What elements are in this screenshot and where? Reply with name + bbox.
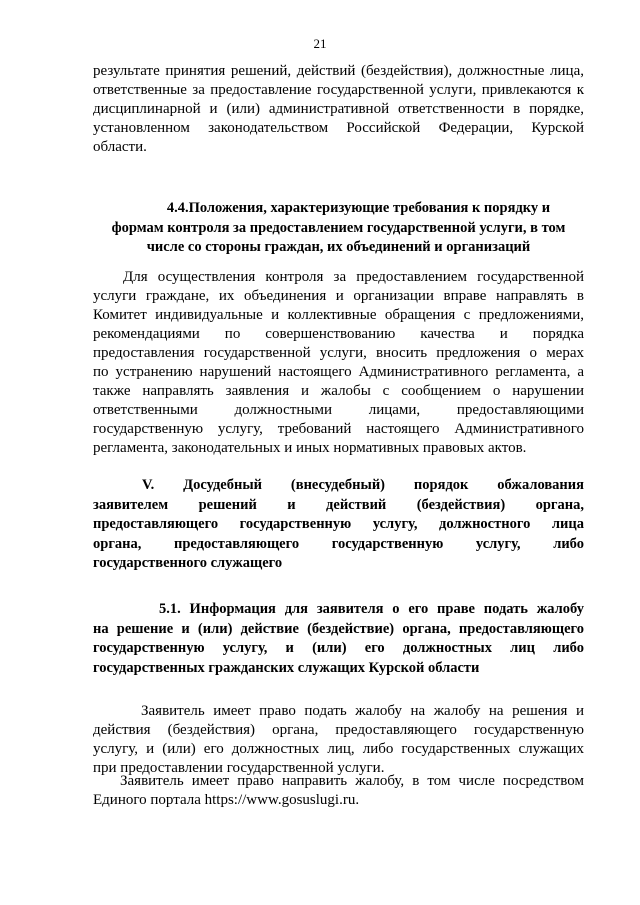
text-line: Для осуществления контроля за предоставлением государственной — [123, 269, 584, 285]
text-line: Единого портала https://www.gosuslugi.ru. — [93, 792, 360, 808]
text-line: дисциплинарной и (или) административной ответственности в порядке, — [93, 101, 584, 117]
text-line: услуги граждане, их объединения и организации вправе направлять в — [93, 288, 584, 304]
text-line: ответственные за предоставление государственной услуги, привлекаются к — [93, 82, 584, 98]
section-heading-5-1 — [93, 600, 584, 678]
heading-line: формам контроля за предоставлением государственной услуги, в том — [111, 219, 566, 236]
text-line: Заявитель имеет право направить жалобу, в том числе посредством — [120, 773, 584, 789]
text-line: Заявитель имеет право подать жалобу на жалобу на решения и — [141, 703, 584, 719]
heading-line: государственных гражданских служащих Курской области — [93, 659, 480, 676]
paragraph-4-4 — [93, 268, 584, 458]
text-line: государственную услугу, требований настоящего Административного — [93, 421, 584, 437]
text-line: при предоставлении государственной услуги. — [93, 760, 385, 776]
section-heading-4-4 — [93, 199, 584, 258]
section-heading-v — [93, 476, 584, 574]
heading-line: государственного служащего — [93, 555, 283, 571]
text-line: установленном законодательством Российской Федерации, Курской — [93, 120, 584, 136]
paragraph-5-1-portal — [93, 772, 584, 810]
heading-line: органа, предоставляющего государственную услугу, либо — [93, 535, 584, 552]
text-line: по устранению нарушений настоящего Административного регламента, а — [93, 364, 584, 380]
intro-paragraph — [93, 62, 584, 157]
text-line: результате принятия решений, действий (бездействия), должностные лица, — [93, 63, 584, 79]
heading-line: заявителем решений и действий (бездействия) органа, — [93, 496, 584, 513]
page-number: 21 — [313, 36, 327, 51]
heading-line: 4.4.Положения, характеризующие требования к порядку и — [166, 200, 551, 216]
text-line: предоставления государственной услуги, вносить предложения о мерах — [93, 345, 584, 361]
heading-line: 5.1. Информация для заявителя о его праве подать жалобу — [159, 601, 584, 617]
text-line: Комитет индивидуальные и коллективные обращения с предложениями, — [93, 307, 584, 323]
text-line: рекомендациями по совершенствованию качества и порядка — [93, 326, 584, 342]
text-line: регламента, законодательных и иных нормативных правовых актов. — [93, 440, 527, 456]
text-line: области. — [93, 139, 147, 155]
heading-line: предоставляющего государственную услугу, должностного лица — [93, 516, 584, 532]
heading-line: V. Досудебный (внесудебный) порядок обжалования — [142, 477, 584, 493]
heading-line: на решение и (или) действие (бездействие) органа, предоставляющего — [93, 620, 584, 637]
text-line: также направлять заявления и жалобы с сообщением о нарушении — [93, 383, 584, 399]
heading-line: государственную услугу, и (или) его должностных лиц либо — [93, 640, 584, 656]
heading-line: числе со стороны граждан, их объединений и организаций — [146, 239, 531, 255]
text-line: услугу, и (или) его должностных лиц, либо государственных служащих — [93, 741, 584, 757]
paragraph-5-1-complaint-right — [93, 702, 584, 778]
text-line: ответственными должностными лицами, предоставляющими — [93, 402, 584, 418]
text-line: действия (бездействия) органа, предоставляющего государственную — [93, 722, 584, 738]
